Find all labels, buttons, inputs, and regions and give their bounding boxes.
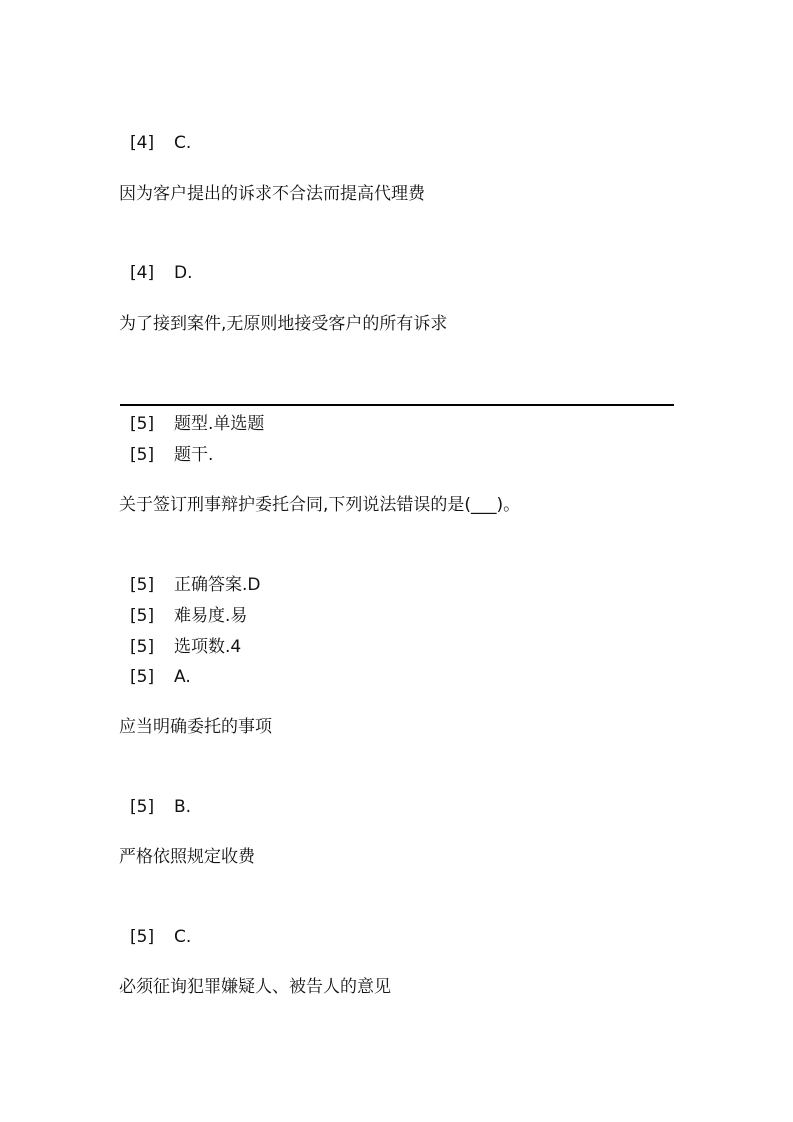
difficulty-5 <box>130 605 247 627</box>
option-count: 选项数.4 <box>174 637 242 657</box>
option-letter: D. <box>174 263 193 283</box>
question-number: [5] <box>130 606 155 626</box>
question-number: [4] <box>130 133 155 153</box>
option-label-4c <box>130 132 191 154</box>
option-letter: B. <box>174 797 192 817</box>
question-type-5 <box>130 413 264 435</box>
option-text-5c: 必须征询犯罪嫌疑人、被告人的意见 <box>119 977 391 997</box>
option-text-4c: 因为客户提出的诉求不合法而提高代理费 <box>119 184 425 204</box>
option-label-5b <box>130 796 191 818</box>
option-label-4d <box>130 262 193 284</box>
question-number: [5] <box>130 927 155 947</box>
option-count-5 <box>130 636 241 658</box>
option-text-4d: 为了接到案件,无原则地接受客户的所有诉求 <box>119 314 448 334</box>
question-number: [5] <box>130 575 155 595</box>
option-label-5a <box>130 666 191 688</box>
option-text-5b: 严格依照规定收费 <box>119 847 255 867</box>
question-number: [5] <box>130 797 155 817</box>
question-number: [5] <box>130 667 155 687</box>
question-number: [5] <box>130 414 155 434</box>
correct-answer-5 <box>130 574 261 596</box>
option-letter: C. <box>174 133 192 153</box>
difficulty: 难易度.易 <box>174 606 248 626</box>
option-text-5a: 应当明确委托的事项 <box>119 717 272 737</box>
section-divider <box>120 404 674 406</box>
option-letter: A. <box>174 667 191 687</box>
question-stem-label-5 <box>130 444 213 466</box>
question-type: 题型.单选题 <box>174 414 265 434</box>
question-number: [4] <box>130 263 155 283</box>
question-number: [5] <box>130 637 155 657</box>
question-stem-label: 题干. <box>174 445 214 465</box>
question-stem-text-5: 关于签订刑事辩护委托合同,下列说法错误的是(___)。 <box>119 495 521 515</box>
option-letter: C. <box>174 927 192 947</box>
question-number: [5] <box>130 445 155 465</box>
option-label-5c <box>130 926 191 948</box>
correct-answer: 正确答案.D <box>174 575 261 595</box>
